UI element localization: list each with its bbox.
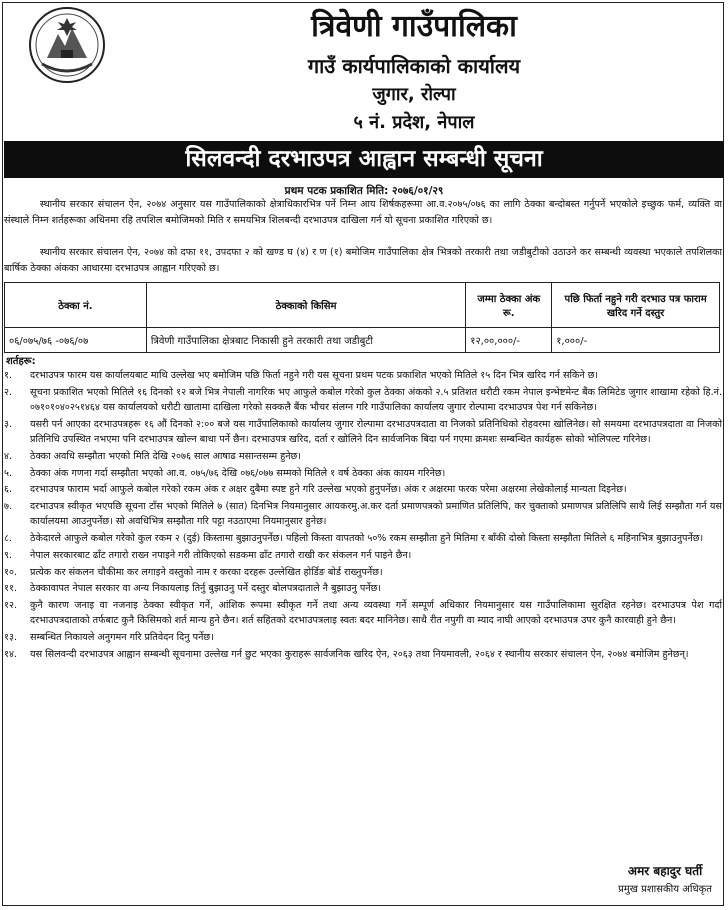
table-cell: १२,००,०००/- <box>466 328 552 353</box>
list-item <box>4 417 722 448</box>
term-text: ठेकेदारले आफुले कबोल गरेको कुल रकम २ (दुई) किस्तामा बुझाउनुपर्नेछ। पहिलो किस्ता वापतको ५०% रकम सम्झौता हुने मितिमा र बाँकी दोस्रो किस्ता सम्झौता मितिले ६ महिनाभित्र बुझाउनुपर्नेछ। <box>30 533 704 545</box>
table-row <box>5 328 720 353</box>
term-number: ६. <box>4 484 13 496</box>
term-text: ठेक्का अवधि सम्झौता भएको मिति देखि २०७६ साल आषाढ मसान्तसम्म हुनेछ। <box>30 450 301 462</box>
term-number: ११. <box>4 583 18 595</box>
list-item <box>4 482 722 497</box>
term-number: ८. <box>4 533 13 545</box>
term-number: १४. <box>4 648 18 660</box>
list-item <box>4 499 722 530</box>
term-text: दरभाउपत्र फाराम भर्दा आफुले कबोल गरेको रकम अंक र अक्षर दुबैमा स्पष्ट हुने गरि उल्लेख भएको हुनुपर्नेछ। अंक र अक्षरमा फरक परेमा अक्षरमा लेखेकोलाई मान्यता दिइनेछ। <box>30 484 627 496</box>
term-text: सूचना प्रकाशित भएको मितिले १६ दिनको १२ बजे भित्र नेपाली नागरिक भए आफुले कबोल गरेको कुल ठेक्का अंकको २.५ प्रतिशत धरौटी रकम नेपाल इन्भेष्टमेन्ट बैंक लिमिटेड जुगार शाखामा रहेको हि.नं. ०७१०१०४०२५१४६४ यस कार्यालयको धरौटी खातामा दाखिला गरेको सक्कलै बैंक भौचर संलग्न गरि गाउँपालिका कार्यालय जुगार रोल्पामा दरभाउपत्र पेश गर्न सकिनेछ। <box>30 386 722 414</box>
term-number: ५. <box>4 467 13 479</box>
intro-paragraph-1: स्थानीय सरकार संचालन ऐन, २०७४ अनुसार यस गाउँपालिकाको क्षेत्राधिकारभित्र पर्ने निम्न आय शिर्षकहरूमा आ.व.२०७५/०७६ का लागि ठेक्का बन्दोबस्त गर्नुपर्ने भएकोले इच्छुक फर्म, व्यक्ति वा संस्थाले निम्न शर्तहरूका अधिनमा रहि तपशिल बमोजिमको मिति र समयभित्र शिलबन्दी दरभाउपत्र दाखिला गर्न यो सूचना प्रकाशित गरिएको छ। <box>4 199 722 226</box>
list-item <box>4 581 722 596</box>
contract-table <box>4 282 720 353</box>
signatory-name: अमर बहादुर घर्ती <box>627 864 703 878</box>
list-item <box>4 368 722 383</box>
signatory-title: प्रमुख प्रशासकीय अधिकृत <box>618 884 712 895</box>
terms-list <box>4 368 722 663</box>
term-text: यसरी पर्न आएका दरभाउपत्रहरू १६ औं दिनको २:०० बजे यस गाउँपालिकाको कार्यालय जुगार रोल्पामा दरभाउपत्रदाता वा निजको प्रतिनिधिको रोहवरमा खोलिनेछ। सो समयमा दरभाउपत्रदाता वा निजको प्रतिनिधि उपस्थित नभएमा पनि दरभाउपत्र खोल्न बाधा पर्ने छैन। दरभाउपत्र खरिद, दर्ता र खोलिने दिन सार्वजनिक बिदा पर्न गएमा क्रमशः सम्बन्धित कार्यहरू सोको भोलिपल्ट गरिनेछ। <box>30 418 722 446</box>
term-text: नेपाल सरकारबाट ढाँट तगारो राख्न नपाइने गरी तोकिएको सडकमा ढाँट तगारो राखी कर संकलन गर्न पाइने छैन। <box>30 549 412 561</box>
term-text: दरभाउपत्र फारम यस कार्यालयबाट माथि उल्लेख भए बमोजिम पछि फिर्ता नहुने गरी यस सूचना प्रथम पटक प्रकाशित भएको मितिले १५ दिन भित्र खरिद गर्न सकिने छ। <box>30 370 599 381</box>
list-item <box>4 565 722 580</box>
term-text: प्रत्येक कर संकलन चौकीमा कर लगाइने वस्तुको नाम र करका दरहरू उल्लेखित होर्डिङ बोर्ड राख्नुपर्नेछ। <box>30 566 383 578</box>
list-item <box>4 598 722 629</box>
page-title: त्रिवेणी गाउँपालिका <box>311 9 517 44</box>
column-header: ठेक्का नं. <box>5 283 147 328</box>
term-text: ठेक्कावापत नेपाल सरकार वा अन्य निकायलाइ तिर्नु बुझाउनु पर्ने दस्तुर बोलपत्रदाताले नै बुझाउनु पर्नेछ। <box>30 583 382 595</box>
term-number: १२. <box>4 599 18 611</box>
list-item <box>4 466 722 481</box>
column-header: पछि फिर्ता नहुने गरी दरभाउ पत्र फाराम खरिद गर्ने दस्तुर <box>552 283 720 328</box>
term-number: ४. <box>4 450 13 462</box>
list-item <box>4 385 722 416</box>
term-text: दरभाउपत्र स्वीकृत भएपछि सूचना टाँस भएको मितिले ७ (सात) दिनभित्र नियमानुसार आयकरमु.अ.कर दर्ता प्रमाणपत्रको प्रमाणित प्रतिलिपि, कर चुक्ताको प्रमाणपत्र प्रतिलिपि साथै लिई सम्झौता गर्न यस कार्यालयमा आउनुपर्नेछ। सो अवधिभित्र सम्झौता गरि पट्टा नउठाएमा नियमानुसार हुनेछ। <box>30 501 722 528</box>
office-name: गाउँ कार्यपालिकाको कार्यालय <box>307 54 521 78</box>
column-header: जम्मा ठेक्का अंक रू. <box>466 283 552 328</box>
signature-block <box>618 862 712 895</box>
term-number: १. <box>4 370 13 381</box>
table-cell: ०६/०७५/७६ -०७६/०७ <box>5 328 147 353</box>
term-text: यस सिलवन्दी दरभाउपत्र आह्वान सम्बन्धी सूचनामा उल्लेख गर्न छुट भएका कुराहरू सार्वजनिक खरिद ऐन, २०६३ तथा नियमावली, २०६४ र स्थानीय सरकार संचालन ऐन, २०७४ बमोजिम हुनेछन्। <box>30 648 689 660</box>
column-header: ठेक्काको किसिम <box>146 283 465 328</box>
notice-title-banner: सिलवन्दी दरभाउपत्र आह्वान सम्बन्धी सूचना <box>4 141 724 178</box>
table-cell: त्रिवेणी गाउँपालिका क्षेत्रबाट निकासी हुने तरकारी तथा जडीबुटी <box>146 328 465 353</box>
province-name: ५ नं. प्रदेश, नेपाल <box>353 112 475 133</box>
table-cell: १,०००/- <box>552 328 720 353</box>
term-number: २. <box>4 386 13 398</box>
intro-paragraph-2: स्थानीय सरकार संचालन ऐन, २०७४ को दफा ११, उपदफा २ को खण्ड घ (४) र ण (१) बमोजिम गाउँपालिका क्षेत्र भित्रको तरकारी तथा जडीबुटीको उठाउने कर सम्बन्धी व्यवस्था भएकाले तपशिलका बार्षिक ठेक्का अंकका आधारमा दरभाउपत्र आह्वान गरिएको छ। <box>4 247 722 274</box>
terms-heading: शर्तहरू: <box>6 356 36 367</box>
term-text: सम्बन्धित निकायले अनुगमन गरि प्रतिवेदन दिनु पर्नेछ। <box>30 632 214 644</box>
term-number: १०. <box>4 566 18 578</box>
list-item <box>4 647 722 662</box>
term-number: ७. <box>4 501 13 513</box>
nepal-government-emblem-icon <box>28 6 106 84</box>
term-number: १३. <box>4 632 18 644</box>
term-text: ठेक्का अंक गणना गर्दा सम्झौता भएको आ.व. ०७५/७६ देखि ०७६/०७७ सम्मको मितिले १ वर्ष ठेक्का अंक कायम गरिनेछ। <box>30 467 446 479</box>
table-header-row <box>5 283 720 328</box>
office-address: जुगार, रोल्पा <box>372 84 456 105</box>
list-item <box>4 449 722 464</box>
list-item <box>4 630 722 645</box>
list-item <box>4 531 722 546</box>
term-number: ३. <box>4 418 13 430</box>
term-number: ९. <box>4 549 13 561</box>
published-date: प्रथम पटक प्रकाशित मिति: २०७६/०१/२९ <box>284 185 444 197</box>
term-text: कुनै कारण जनाइ वा नजनाइ ठेक्का स्वीकृत गर्ने, आंशिक रूपमा स्वीकृत गर्ने तथा अन्य व्यवस्था गर्ने सम्पूर्ण अधिकार नियमानुसार यस गाउँपालिकामा सुरक्षित रहनेछ। दरभाउपत्र पेश गर्दा दरभाउपत्रदाताको तर्फबाट कुनै किसिमको शर्त मान्य हुने छैन। शर्त सहितको दरभाउपत्रलाइ स्वतः बदर मानिनेछ। साथै रीत नपुगी वा म्याद नाघी आएको दरभाउपत्र उपर कुनै कारवाही हुने छैन। <box>30 599 722 627</box>
list-item <box>4 548 722 563</box>
